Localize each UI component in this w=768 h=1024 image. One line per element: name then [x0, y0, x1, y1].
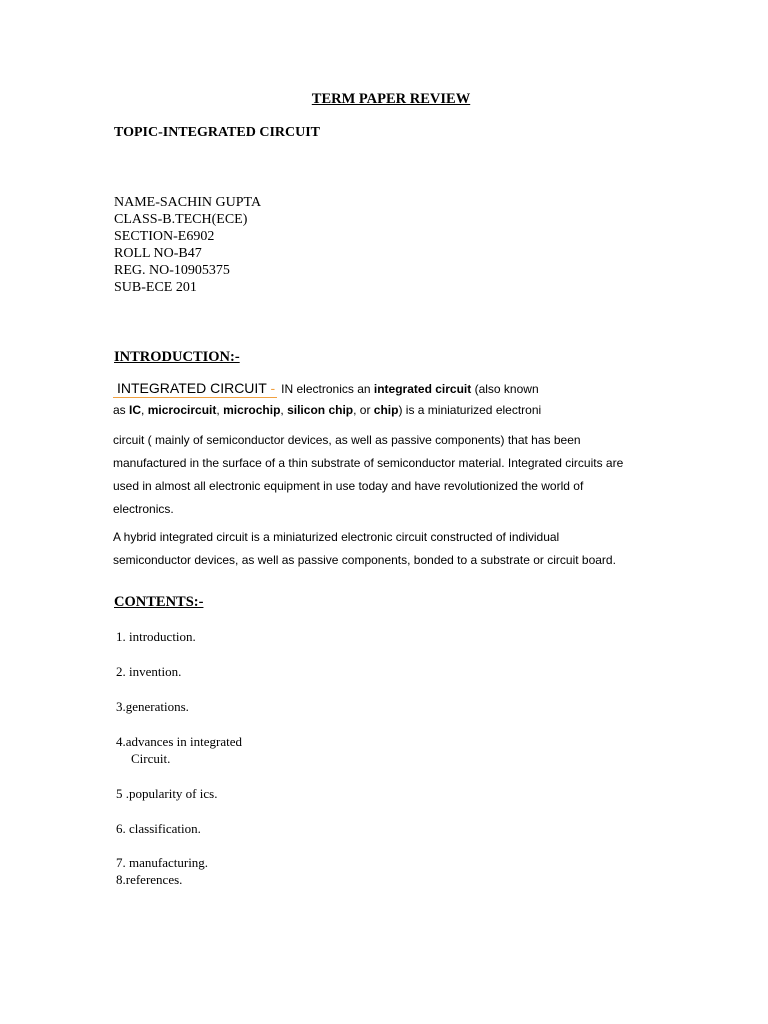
- list-item: 1. introduction.: [116, 629, 196, 644]
- intro-line-2: as IC, microcircuit, microchip, silicon chip, or chip) is a miniaturized electroni: [113, 403, 542, 417]
- list-item: 2. invention.: [116, 664, 182, 679]
- info-subject: SUB-ECE 201: [114, 280, 197, 295]
- info-class: CLASS-B.TECH(ECE): [114, 212, 248, 227]
- list-item: 8.references.: [116, 872, 183, 887]
- info-name: NAME-SACHIN GUPTA: [114, 195, 262, 210]
- list-item: 7. manufacturing.: [116, 855, 209, 870]
- intro-line-1: INTEGRATED CIRCUIT - IN electronics an integrated circuit (also known: [113, 380, 539, 396]
- list-item: 3.generations.: [116, 699, 189, 714]
- info-section: SECTION-E6902: [114, 229, 215, 244]
- list-item: 5 .popularity of ics.: [116, 786, 218, 801]
- list-item: 6. classification.: [116, 821, 201, 836]
- introduction-heading: INTRODUCTION:-: [114, 349, 240, 365]
- intro-paragraph-2: A hybrid integrated circuit is a miniaturized electronic circuit constructed of individual semiconductor devices, as well as passive components, bonded to a substrate or circuit board.: [113, 530, 616, 567]
- info-roll-no: ROLL NO-B47: [114, 246, 202, 261]
- info-reg-no: REG. NO-10905375: [114, 263, 230, 278]
- intro-paragraph-1: circuit ( mainly of semiconductor devices, as well as passive components) that has been manufactured in the surface of a thin substrate of semiconductor material. Integrated circuits are used in almost all electronic equipment in use today and have revolutionized the world of electronics.: [113, 433, 624, 516]
- list-item: Circuit.: [131, 751, 171, 766]
- ic-term-highlight: INTEGRATED CIRCUIT -: [113, 380, 277, 398]
- topic-line: TOPIC-INTEGRATED CIRCUIT: [114, 125, 321, 140]
- contents-heading: CONTENTS:-: [114, 594, 204, 610]
- list-item: 4.advances in integrated: [116, 734, 242, 749]
- document-title: TERM PAPER REVIEW: [311, 91, 471, 107]
